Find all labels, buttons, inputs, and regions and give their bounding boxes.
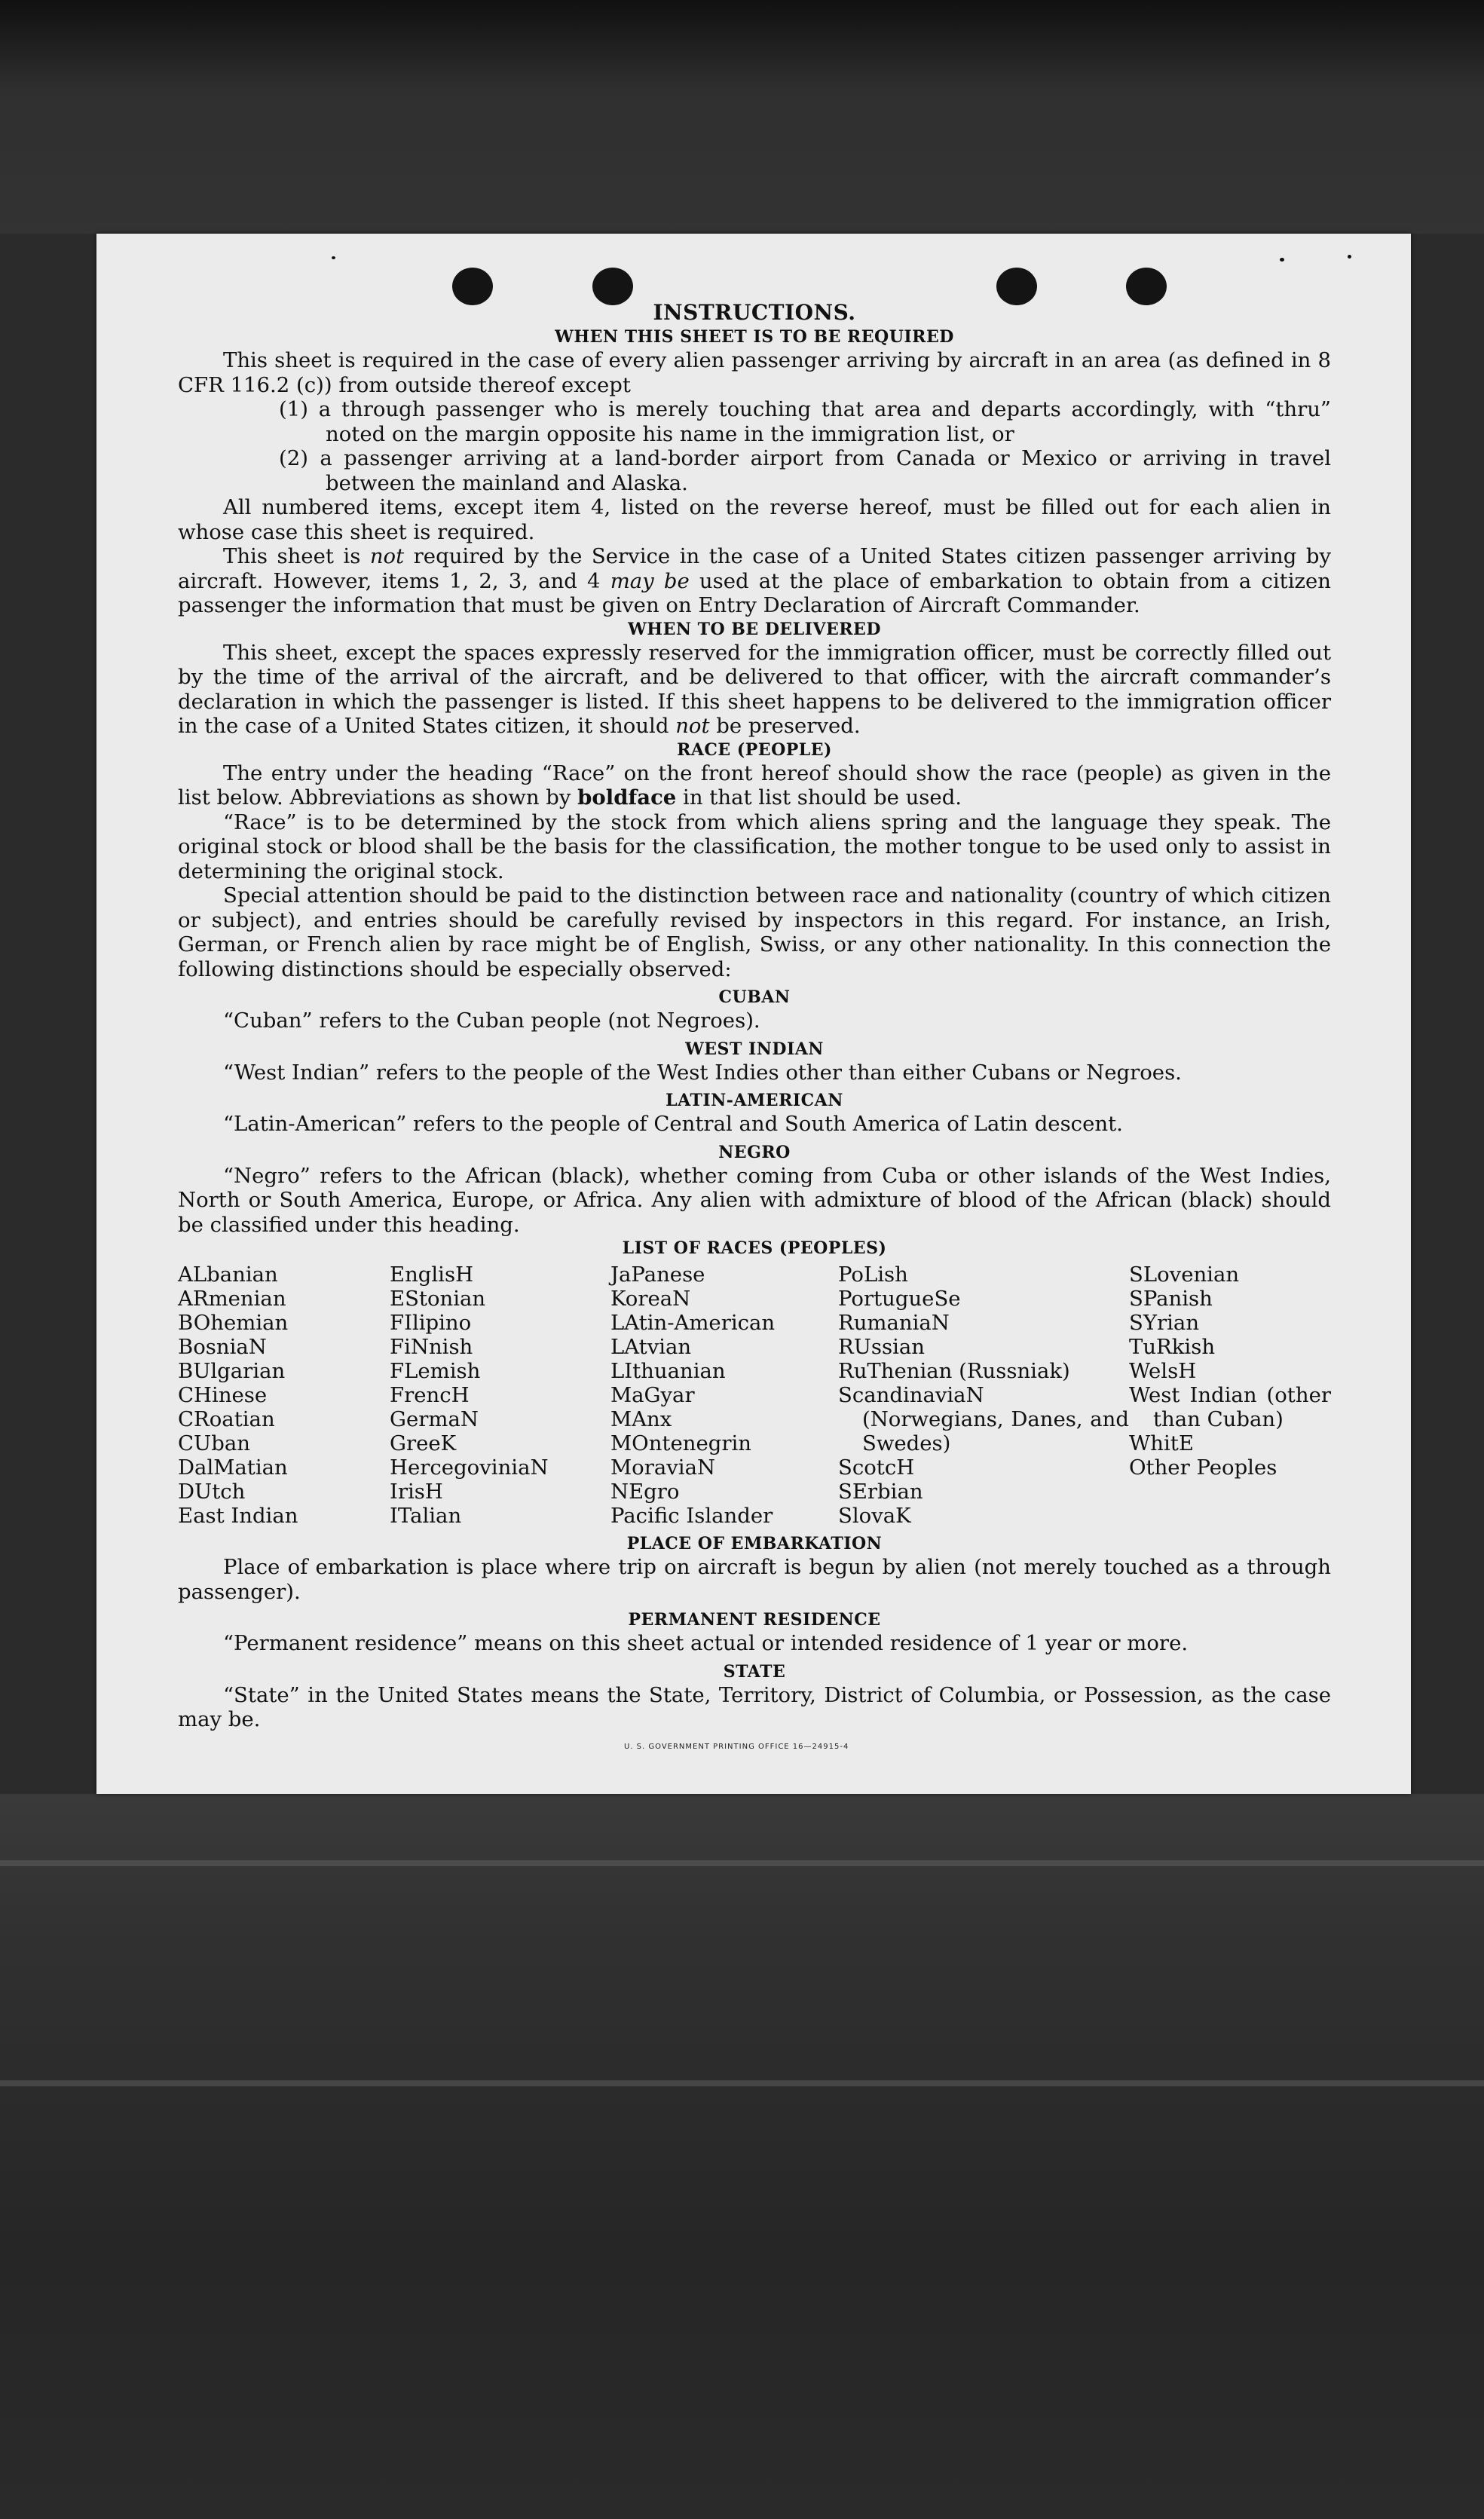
heading-permanent-residence: PERMANENT RESIDENCE bbox=[628, 1610, 881, 1630]
paragraph-race-stock: “Race” is to be determined by the stock from which aliens spring and the language they speak. The original stock or blood shall be the basis for the classification, the mother tongue to be used only to assist in determining the original stock. bbox=[178, 810, 1331, 883]
race-entry: LAtvian bbox=[610, 1335, 692, 1359]
race-entry: GreeK bbox=[390, 1431, 457, 1455]
heading-negro: NEGRO bbox=[718, 1142, 791, 1162]
paragraph-cuban: “Cuban” refers to the Cuban people (not Negroes). bbox=[223, 1009, 760, 1033]
heading-state: STATE bbox=[723, 1661, 786, 1682]
heading-place-of-embarkation: PLACE OF EMBARKATION bbox=[626, 1534, 883, 1553]
text-segment: required by the Service in the case of a United States citizen passenger arriving by aircraft. However, items 1, 2, 3, and 4 bbox=[178, 544, 1331, 593]
heading-list-of-races: LIST OF RACES (PEOPLES) bbox=[622, 1238, 887, 1258]
race-entry: ScotcH bbox=[838, 1455, 915, 1480]
paragraph-negro: “Negro” refers to the African (black), whether coming from Cuba or other islands of the West Indies, North or South America, Europe, or Africa. Any alien with admixture of blood of the African (black) should be classified under this heading. bbox=[178, 1163, 1331, 1237]
races-column-4 bbox=[838, 1263, 1129, 1528]
race-entry: JaPanese bbox=[610, 1263, 705, 1287]
race-entry: SErbian bbox=[838, 1480, 923, 1504]
paragraph-west-indian: “West Indian” refers to the people of the West Indies other than either Cubans or Negroes. bbox=[223, 1060, 1182, 1085]
race-entry: CRoatian bbox=[178, 1407, 275, 1431]
text-segment: This sheet, except the spaces expressly reserved for the immigration officer, must be correctly filled out by the time of the arrival of the aircraft, and be delivered to that officer, with the aircraft commander’s declaration in which the passenger is listed. If this sheet happens to be delivered to the immigration officer in the case of a United States citizen, it should bbox=[178, 640, 1331, 738]
film-streak bbox=[0, 1860, 1484, 1866]
race-entry: East Indian bbox=[178, 1504, 298, 1528]
paragraph-citizen bbox=[178, 544, 1331, 618]
race-entry: PoLish bbox=[838, 1263, 908, 1287]
race-entry: FiNnish bbox=[390, 1335, 473, 1359]
race-entry: HercegoviniaN bbox=[390, 1455, 549, 1480]
speck bbox=[332, 256, 335, 259]
film-top-border bbox=[0, 0, 1484, 234]
race-entry: NEgro bbox=[610, 1480, 680, 1504]
race-entry: ITalian bbox=[390, 1504, 462, 1528]
heading-when-delivered: WHEN TO BE DELIVERED bbox=[628, 619, 881, 639]
race-entry: RumaniaN bbox=[838, 1311, 950, 1335]
races-column-3 bbox=[610, 1263, 838, 1528]
race-entry: TuRkish bbox=[1129, 1335, 1216, 1359]
race-entry: WhitE bbox=[1129, 1431, 1194, 1455]
text-segment: be preserved. bbox=[709, 714, 861, 738]
race-entry: RUssian bbox=[838, 1335, 926, 1359]
paragraph-state: “State” in the United States means the State, Territory, District of Columbia, or Possession, as the case may be. bbox=[178, 1682, 1331, 1731]
race-entry: MaGyar bbox=[610, 1383, 695, 1407]
heading-race: RACE (PEOPLE) bbox=[677, 739, 832, 760]
paragraph-residence: “Permanent residence” means on this sheet actual or intended residence of 1 year or more. bbox=[223, 1631, 1189, 1655]
race-entry: GermaN bbox=[390, 1407, 479, 1431]
race-entry: DUtch bbox=[178, 1480, 246, 1504]
emphasis-text: not bbox=[369, 544, 405, 568]
paragraph-race-entry bbox=[178, 761, 1331, 810]
race-entry: ScandinaviaN (Norwegians, Danes, and Swedes) bbox=[838, 1383, 1129, 1455]
race-entry: SYrian bbox=[1129, 1311, 1200, 1335]
page-title: INSTRUCTIONS. bbox=[653, 300, 856, 325]
paragraph-required: This sheet is required in the case of every alien passenger arriving by aircraft in an area (as defined in 8 CFR 116.2 (c)) from outside thereof except bbox=[178, 348, 1331, 397]
race-entry: DalMatian bbox=[178, 1455, 288, 1480]
document-page bbox=[96, 234, 1411, 1794]
speck bbox=[1280, 258, 1284, 262]
race-entry: Pacific Islander bbox=[610, 1504, 773, 1528]
emphasis-text: may be bbox=[610, 568, 690, 593]
race-entry: SlovaK bbox=[838, 1504, 911, 1528]
race-entry: Other Peoples bbox=[1129, 1455, 1277, 1480]
race-entry: PortugueSe bbox=[838, 1287, 961, 1311]
race-entry: ARmenian bbox=[178, 1287, 286, 1311]
speck bbox=[1348, 255, 1351, 259]
exception-item-2: (2) a passenger arriving at a land-border airport from Canada or Mexico or arriving in travel between the mainland and Alaska. bbox=[279, 446, 1331, 495]
paragraph-race-nationality: Special attention should be paid to the distinction between race and nationality (country of which citizen or subject), and entries should be carefully revised by inspectors in this regard. For instance, an Irish, German, or French alien by race might be of English, Swiss, or any other nationality. In this connection the following distinctions should be especially observed: bbox=[178, 883, 1331, 981]
text-segment: This sheet is bbox=[223, 544, 370, 568]
film-bottom-border bbox=[0, 1794, 1484, 2519]
race-entry: LAtin-American bbox=[610, 1311, 776, 1335]
heading-west-indian: WEST INDIAN bbox=[685, 1039, 824, 1059]
race-entry: FIlipino bbox=[390, 1311, 472, 1335]
text-segment: used at the place of embarkation to obtain from a citizen passenger the information that must be given on Entry Declaration of Aircraft Commander. bbox=[178, 568, 1331, 617]
race-entry: FLemish bbox=[390, 1359, 481, 1383]
races-column-1 bbox=[178, 1263, 390, 1528]
race-entry: ALbanian bbox=[178, 1263, 278, 1287]
paragraph-latin-american: “Latin-American” refers to the people of Central and South America of Latin descent. bbox=[223, 1112, 1123, 1136]
race-entry: EStonian bbox=[390, 1287, 486, 1311]
race-entry: MoraviaN bbox=[610, 1455, 716, 1480]
race-entry: KoreaN bbox=[610, 1287, 691, 1311]
races-column-2 bbox=[390, 1263, 610, 1528]
bold-text: boldface bbox=[577, 785, 677, 810]
heading-when-required: WHEN THIS SHEET IS TO BE REQUIRED bbox=[555, 327, 954, 347]
race-entry: EnglisH bbox=[390, 1263, 474, 1287]
film-streak bbox=[0, 2080, 1484, 2086]
heading-cuban: CUBAN bbox=[718, 987, 791, 1007]
race-entry: LIthuanian bbox=[610, 1359, 726, 1383]
exception-item-1: (1) a through passenger who is merely touching that area and departs accordingly, with “thru” noted on the margin opposite his name in the immigration list, or bbox=[279, 397, 1331, 446]
paragraph-numbered-items: All numbered items, except item 4, listed on the reverse hereof, must be filled out for each alien in whose case this sheet is required. bbox=[178, 495, 1331, 544]
race-entry: RuThenian (Russniak) bbox=[838, 1359, 1070, 1383]
text-segment: The entry under the heading “Race” on the front hereof should show the race (people) as given in the list below. Abbreviations as shown by bbox=[178, 761, 1331, 810]
race-entry: SLovenian bbox=[1129, 1263, 1240, 1287]
race-entry: FrencH bbox=[390, 1383, 470, 1407]
race-entry: CUban bbox=[178, 1431, 250, 1455]
race-entry: BOhemian bbox=[178, 1311, 289, 1335]
emphasis-text: not bbox=[675, 714, 710, 738]
race-entry: West Indian (other than Cuban) bbox=[1129, 1383, 1331, 1431]
race-entry: MOntenegrin bbox=[610, 1431, 751, 1455]
instructions-content bbox=[178, 300, 1331, 1732]
paragraph-embarkation: Place of embarkation is place where trip on aircraft is begun by alien (not merely touched as a through passenger). bbox=[178, 1555, 1331, 1604]
races-column-5 bbox=[1129, 1263, 1331, 1528]
race-entry: WelsH bbox=[1129, 1359, 1197, 1383]
race-entry: IrisH bbox=[390, 1480, 443, 1504]
heading-latin-american: LATIN-AMERICAN bbox=[666, 1091, 843, 1110]
text-segment: in that list should be used. bbox=[676, 785, 962, 810]
race-entry: BUlgarian bbox=[178, 1359, 286, 1383]
race-entry: CHinese bbox=[178, 1383, 268, 1407]
paragraph-delivered bbox=[178, 641, 1331, 739]
race-entry: MAnx bbox=[610, 1407, 672, 1431]
printer-imprint: U. S. GOVERNMENT PRINTING OFFICE 16—24915-4 bbox=[624, 1743, 849, 1751]
race-entry: SPanish bbox=[1129, 1287, 1213, 1311]
race-entry: BosniaN bbox=[178, 1335, 267, 1359]
races-list bbox=[178, 1263, 1331, 1528]
